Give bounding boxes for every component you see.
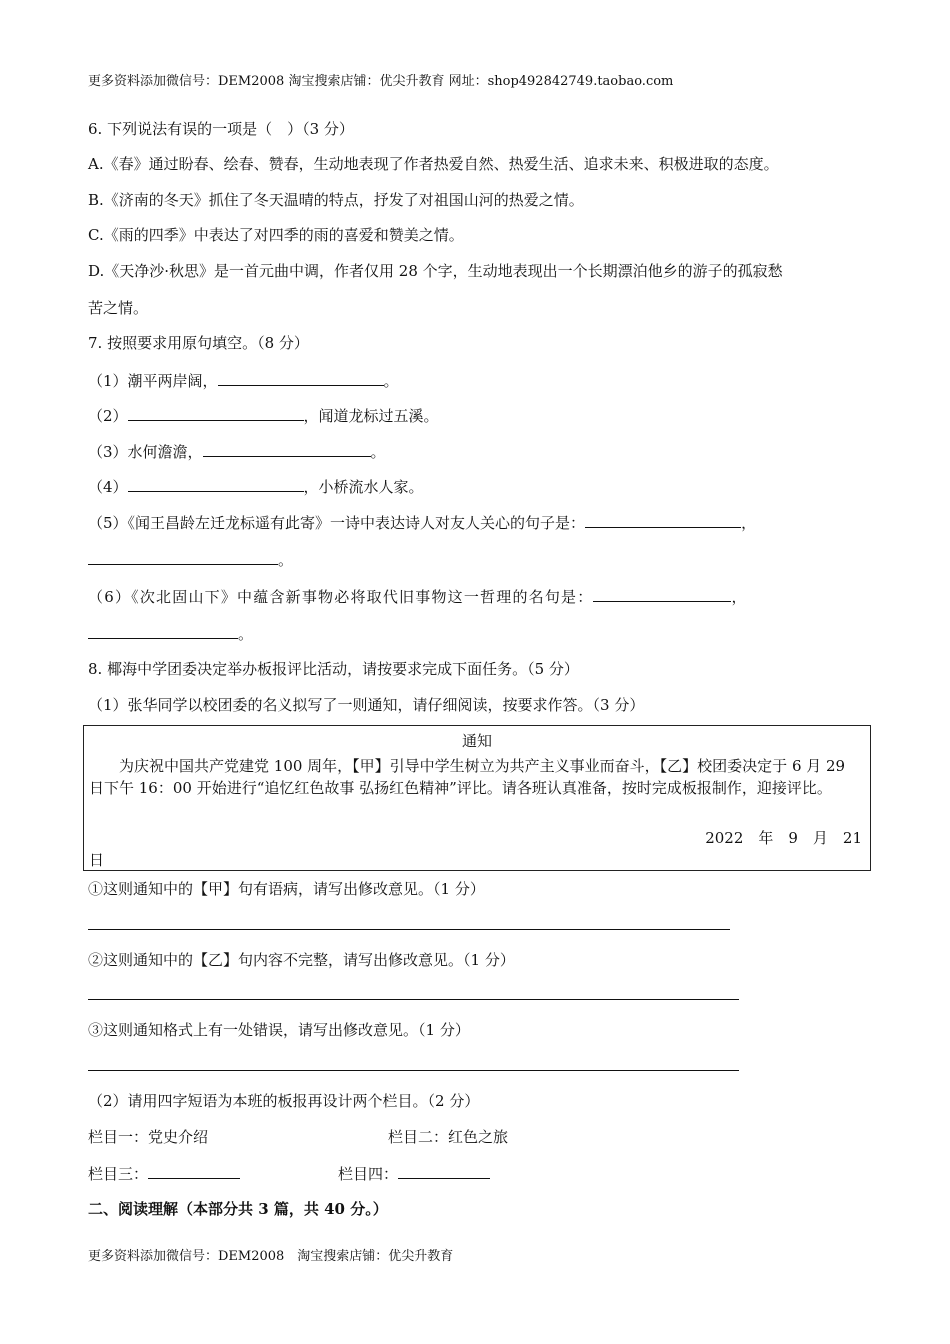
- fill-blank[interactable]: [88, 548, 278, 565]
- q7-item-2: [88, 404, 439, 426]
- q7-item-6-end: 。: [238, 625, 254, 643]
- fill-blank[interactable]: [148, 1162, 240, 1179]
- q7-item-1: [88, 369, 399, 391]
- q7-stem: 7. 按照要求用原句填空。（8 分）: [88, 334, 309, 352]
- answer-line[interactable]: [88, 999, 739, 1000]
- q7-item-3: [88, 440, 386, 462]
- column-4-label: 栏目四：: [338, 1165, 399, 1183]
- fill-blank[interactable]: [218, 369, 384, 386]
- notice-body: 为庆祝中国共产党建党 100 周年，【甲】引导中学生树立为共产主义事业而奋斗，【乙】校团委决定于 6 月 29 日下午 16：00 开始进行“追忆红色故事 弘扬红色精神”评比。请各班认真准备，按时完成板报制作，迎接评比。: [89, 757, 846, 797]
- notice-title: 通知: [461, 732, 492, 750]
- q6-option-d-cont: 苦之情。: [88, 299, 149, 317]
- q7-item-4: [88, 475, 424, 497]
- column-3: [88, 1162, 240, 1184]
- q7-item-6-text: （6）《次北固山下》中蕴含新事物必将取代旧事物这一哲理的名句是：: [88, 588, 594, 606]
- fill-blank[interactable]: [398, 1162, 490, 1179]
- page-footer: 更多资料添加微信号：DEM2008 淘宝搜索店铺：优尖升教育: [88, 1249, 454, 1264]
- notice-box: [83, 725, 871, 871]
- fill-blank[interactable]: [88, 622, 238, 639]
- section-2-heading: 二、阅读理解（本部分共 3 篇，共 40 分。）: [88, 1200, 388, 1218]
- fill-blank[interactable]: [203, 440, 371, 457]
- q8-check-3: ③这则通知格式上有一处错误，请写出修改意见。（1 分）: [88, 1021, 470, 1039]
- notice-date-day: 日: [89, 851, 105, 869]
- column-4: [338, 1162, 490, 1184]
- q6-stem: 6. 下列说法有误的一项是（ ）（3 分）: [88, 120, 354, 138]
- q7-item-5: [88, 511, 756, 533]
- q7-item-6-cont: [88, 622, 253, 644]
- fill-blank[interactable]: [593, 585, 731, 602]
- q7-item-3-end: 。: [370, 443, 386, 461]
- q7-item-2-text: （2）: [88, 407, 128, 425]
- answer-line[interactable]: [88, 929, 730, 930]
- page-header: 更多资料添加微信号：DEM2008 淘宝搜索店铺：优尖升教育 网址：shop492842749.taobao.com: [88, 74, 674, 89]
- q7-item-5-text: （5）《闻王昌龄左迁龙标遥有此寄》一诗中表达诗人对友人关心的句子是：: [88, 514, 586, 532]
- fill-blank[interactable]: [585, 511, 741, 528]
- q7-item-5-end: 。: [278, 551, 294, 569]
- q7-item-6: [88, 585, 748, 607]
- q8-check-1: ①这则通知中的【甲】句有语病，请写出修改意见。（1 分）: [88, 880, 485, 898]
- q6-option-b: B.《济南的冬天》抓住了冬天温晴的特点，抒发了对祖国山河的热爱之情。: [88, 191, 584, 209]
- q8-sub-2: （2）请用四字短语为本班的板报再设计两个栏目。（2 分）: [88, 1092, 480, 1110]
- q6-option-d: D.《天净沙·秋思》是一首元曲中调，作者仅用 28 个字，生动地表现出一个长期漂泊他乡的游子的孤寂愁: [88, 262, 783, 280]
- q6-option-a: A.《春》通过盼春、绘春、赞春，生动地表现了作者热爱自然、热爱生活、追求未来、积极进取的态度。: [88, 155, 779, 173]
- q7-item-1-text: （1）潮平两岸阔，: [88, 372, 218, 390]
- q7-item-4-text: （4）: [88, 478, 128, 496]
- q7-item-5-cont: [88, 548, 293, 570]
- column-2: 栏目二：红色之旅: [388, 1128, 509, 1146]
- fill-blank[interactable]: [128, 404, 304, 421]
- answer-line[interactable]: [88, 1070, 739, 1071]
- q7-item-1-end: 。: [383, 372, 399, 390]
- column-1: 栏目一：党史介绍: [88, 1128, 209, 1146]
- q7-item-3-text: （3）水何澹澹，: [88, 443, 203, 461]
- q7-item-6-comma: ，: [731, 588, 748, 606]
- q8-stem: 8. 椰海中学团委决定举办板报评比活动，请按要求完成下面任务。（5 分）: [88, 660, 579, 678]
- q8-sub-1: （1）张华同学以校团委的名义拟写了一则通知，请仔细阅读，按要求作答。（3 分）: [88, 696, 645, 714]
- q8-check-2: ②这则通知中的【乙】句内容不完整，请写出修改意见。（1 分）: [88, 951, 515, 969]
- fill-blank[interactable]: [128, 475, 304, 492]
- q7-item-5-comma: ，: [741, 514, 757, 532]
- q6-option-c: C.《雨的四季》中表达了对四季的雨的喜爱和赞美之情。: [88, 226, 464, 244]
- q7-item-2-end: ，闻道龙标过五溪。: [303, 407, 439, 425]
- q7-item-4-end: ，小桥流水人家。: [303, 478, 424, 496]
- notice-date: 2022 年 9 月 21: [705, 829, 862, 847]
- column-3-label: 栏目三：: [88, 1165, 149, 1183]
